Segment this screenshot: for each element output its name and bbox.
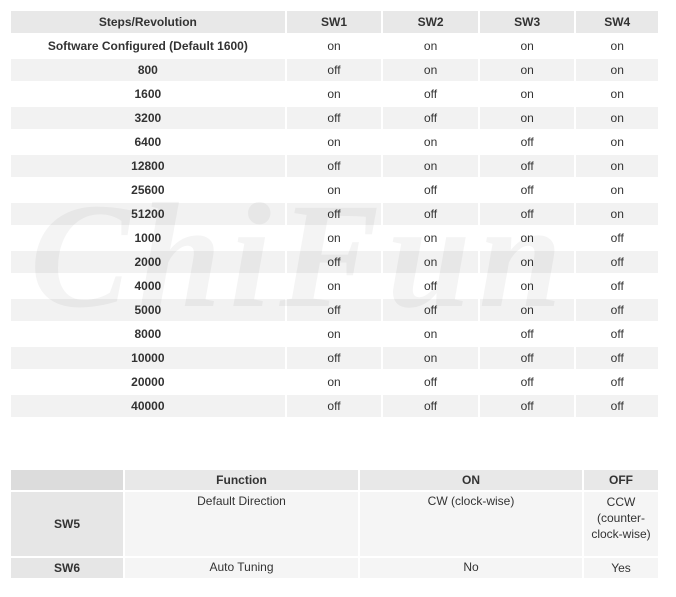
sw1-state: off [287,107,382,129]
table-row [11,323,658,345]
sw4-state: on [576,203,658,225]
table-row [11,131,658,153]
sw3-state: off [480,371,575,393]
sw2-state: off [383,179,478,201]
function-cell: Default Direction [125,492,358,556]
sw3-state: on [480,35,575,57]
table-row [11,35,658,57]
sw4-state: off [576,299,658,321]
sw1-state: on [287,131,382,153]
sw2-state: on [383,35,478,57]
header-steps-per-revolution: Steps/Revolution [11,11,285,33]
sw1-state: off [287,59,382,81]
function-switch-table [9,468,660,580]
sw3-state: off [480,179,575,201]
sw2-state: off [383,107,478,129]
steps-value: 4000 [11,275,285,297]
table-row [11,179,658,201]
table-row [11,395,658,417]
sw3-state: on [480,251,575,273]
sw2-state: off [383,83,478,105]
sw2-state: off [383,203,478,225]
table-row [11,347,658,369]
sw3-state: on [480,83,575,105]
steps-value: 800 [11,59,285,81]
steps-value: 51200 [11,203,285,225]
sw4-state: off [576,347,658,369]
table-row-sw6 [11,558,658,578]
sw1-state: on [287,275,382,297]
steps-value: 3200 [11,107,285,129]
sw3-state: on [480,227,575,249]
sw4-state: on [576,155,658,177]
off-cell: Yes [584,558,658,578]
sw1-state: off [287,395,382,417]
table-row [11,203,658,225]
sw1-state: on [287,83,382,105]
sw1-state: off [287,203,382,225]
sw3-state: off [480,347,575,369]
table-row [11,371,658,393]
steps-value: 8000 [11,323,285,345]
sw1-state: off [287,347,382,369]
table-row [11,59,658,81]
sw3-state: on [480,299,575,321]
off-cell: CCW (counter-clock-wise) [584,492,658,556]
sw2-state: on [383,59,478,81]
sw4-state: on [576,107,658,129]
steps-value: 5000 [11,299,285,321]
steps-value: 2000 [11,251,285,273]
sw3-state: on [480,59,575,81]
table-row [11,275,658,297]
sw1-state: on [287,371,382,393]
sw2-state: off [383,275,478,297]
sw1-state: off [287,155,382,177]
steps-value: 12800 [11,155,285,177]
steps-table-header-row [11,11,658,33]
sw1-state: on [287,323,382,345]
sw4-state: off [576,371,658,393]
steps-value: 1000 [11,227,285,249]
sw3-state: off [480,131,575,153]
function-cell: Auto Tuning [125,558,358,578]
table-row [11,299,658,321]
dip-switch-steps-table [9,9,660,419]
sw4-state: off [576,323,658,345]
sw3-state: off [480,395,575,417]
sw2-state: off [383,395,478,417]
steps-value: 10000 [11,347,285,369]
sw4-state: off [576,395,658,417]
sw4-state: on [576,131,658,153]
sw1-state: off [287,251,382,273]
switch-name: SW5 [11,492,123,556]
header-switch [11,470,123,490]
header-sw4: SW4 [576,11,658,33]
sw3-state: off [480,203,575,225]
table-row [11,83,658,105]
steps-value: 20000 [11,371,285,393]
sw4-state: on [576,83,658,105]
header-off: OFF [584,470,658,490]
sw3-state: off [480,155,575,177]
header-function: Function [125,470,358,490]
header-sw1: SW1 [287,11,382,33]
table-row-sw5 [11,492,658,556]
table-row [11,155,658,177]
sw2-state: on [383,131,478,153]
steps-value: 25600 [11,179,285,201]
sw2-state: on [383,347,478,369]
on-cell: No [360,558,582,578]
table-row [11,251,658,273]
sw2-state: off [383,299,478,321]
sw2-state: on [383,155,478,177]
sw2-state: off [383,371,478,393]
sw4-state: off [576,275,658,297]
steps-value: Software Configured (Default 1600) [11,35,285,57]
sw4-state: on [576,179,658,201]
sw3-state: off [480,323,575,345]
header-on: ON [360,470,582,490]
function-table-header-row [11,470,658,490]
sw3-state: on [480,275,575,297]
sw4-state: on [576,35,658,57]
steps-value: 1600 [11,83,285,105]
sw2-state: on [383,227,478,249]
sw3-state: on [480,107,575,129]
steps-value: 40000 [11,395,285,417]
sw1-state: on [287,179,382,201]
sw1-state: on [287,35,382,57]
sw4-state: off [576,251,658,273]
sw2-state: on [383,323,478,345]
steps-value: 6400 [11,131,285,153]
sw1-state: off [287,299,382,321]
sw2-state: on [383,251,478,273]
sw4-state: on [576,59,658,81]
sw1-state: on [287,227,382,249]
switch-name: SW6 [11,558,123,578]
table-row [11,227,658,249]
table-row [11,107,658,129]
on-cell: CW (clock-wise) [360,492,582,556]
sw4-state: off [576,227,658,249]
header-sw3: SW3 [480,11,575,33]
header-sw2: SW2 [383,11,478,33]
